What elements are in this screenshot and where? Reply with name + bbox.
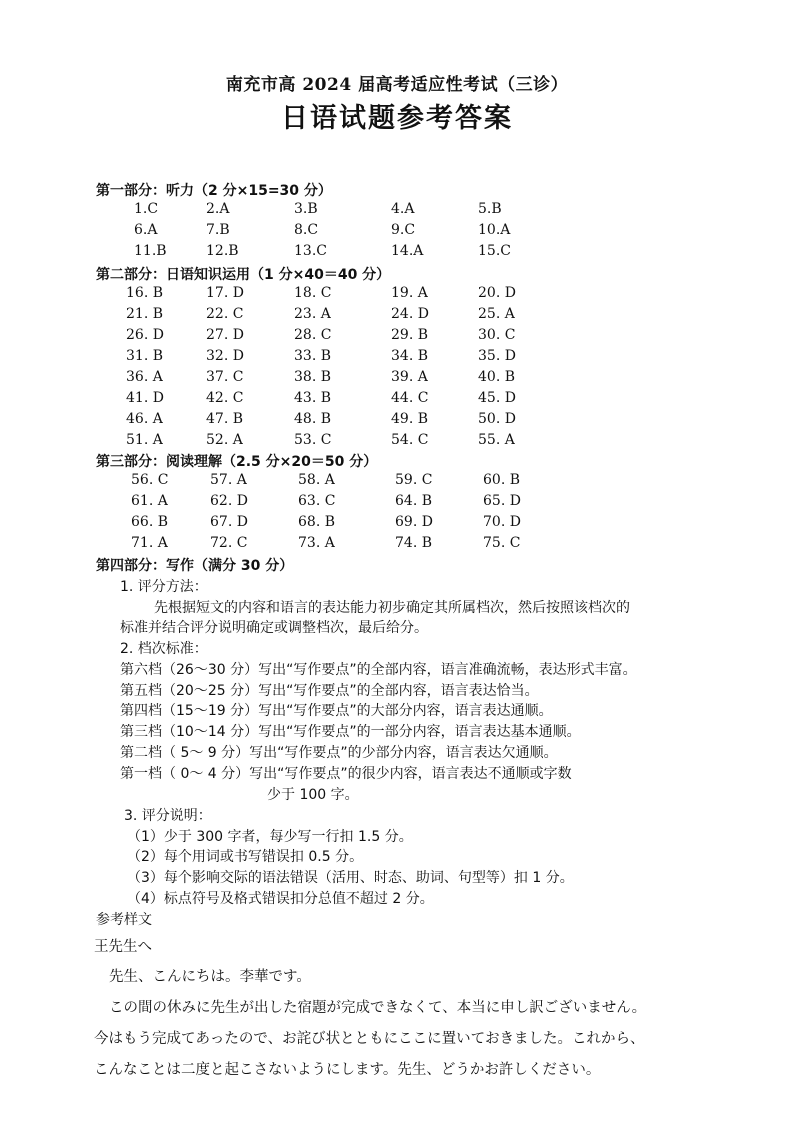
answer-item: 25. A — [478, 306, 515, 322]
answer-item: 46. A — [126, 411, 163, 427]
level-2: 第二档（ 5～ 9 分）写出“写作要点”的少部分内容，语言表达欠通顺。 — [120, 745, 558, 761]
note-3: （3）每个影响交际的语法错误（活用、时态、助词、句型等）扣 1 分。 — [127, 870, 574, 886]
answer-row — [0, 222, 794, 243]
level-5: 第五档（20～25 分）写出“写作要点”的全部内容，语言表达恰当。 — [120, 683, 539, 699]
answer-item: 58. A — [298, 472, 335, 488]
sample-line-4: こんなことは二度と起こさないようにします。先生、どうかお許しください。 — [94, 1062, 601, 1078]
level-3: 第三档（10～14 分）写出“写作要点”的一部分内容，语言表达基本通顺。 — [120, 724, 581, 740]
answer-item: 12.B — [206, 243, 239, 259]
answer-item: 24. D — [391, 306, 429, 322]
answer-item: 45. D — [478, 390, 516, 406]
answer-row — [0, 348, 794, 369]
part1-heading: 第一部分：听力（2 分×15=30 分） — [96, 183, 332, 199]
answer-item: 21. B — [126, 306, 164, 322]
answer-item: 51. A — [126, 432, 163, 448]
answer-item: 9.C — [391, 222, 416, 238]
answer-item: 2.A — [206, 201, 230, 217]
answer-item: 17. D — [206, 285, 244, 301]
answer-item: 74. B — [395, 535, 433, 551]
answer-item: 20. D — [478, 285, 516, 301]
answer-item: 23. A — [294, 306, 331, 322]
answer-item: 19. A — [391, 285, 428, 301]
answer-item: 68. B — [298, 514, 336, 530]
answer-item: 53. C — [294, 432, 332, 448]
answer-item: 26. D — [126, 327, 164, 343]
answer-item: 31. B — [126, 348, 164, 364]
answer-item: 56. C — [131, 472, 169, 488]
answer-item: 48. B — [294, 411, 332, 427]
answer-row — [0, 306, 794, 327]
answer-item: 65. D — [483, 493, 521, 509]
answer-item: 55. A — [478, 432, 515, 448]
answer-item: 61. A — [131, 493, 168, 509]
answer-item: 29. B — [391, 327, 429, 343]
answer-item: 43. B — [294, 390, 332, 406]
sample-line-1: 先生、こんにちは。李華です。 — [109, 969, 311, 985]
answer-item: 35. D — [478, 348, 516, 364]
method-title: 1. 评分方法： — [120, 579, 208, 595]
answer-item: 42. C — [206, 390, 244, 406]
answer-item: 34. B — [391, 348, 429, 364]
answer-row — [0, 327, 794, 348]
answer-row — [0, 514, 794, 535]
notes-title: 3. 评分说明： — [124, 808, 212, 824]
answer-row — [0, 243, 794, 264]
answer-item: 70. D — [483, 514, 521, 530]
answer-item: 59. C — [395, 472, 433, 488]
level-4: 第四档（15～19 分）写出“写作要点”的大部分内容，语言表达通顺。 — [120, 703, 553, 719]
answer-item: 10.A — [478, 222, 511, 238]
answer-item: 44. C — [391, 390, 429, 406]
answer-item: 30. C — [478, 327, 516, 343]
answer-item: 40. B — [478, 369, 516, 385]
level-1-continued: 少于 100 字。 — [267, 787, 359, 803]
answer-item: 47. B — [206, 411, 244, 427]
answer-item: 39. A — [391, 369, 428, 385]
answer-item: 15.C — [478, 243, 511, 259]
note-2: （2）每个用词或书写错误扣 0.5 分。 — [127, 849, 364, 865]
answer-item: 18. C — [294, 285, 332, 301]
answer-item: 41. D — [126, 390, 164, 406]
answer-item: 75. C — [483, 535, 521, 551]
answer-item: 4.A — [391, 201, 415, 217]
answer-item: 22. C — [206, 306, 244, 322]
answer-row — [0, 493, 794, 514]
answer-item: 37. C — [206, 369, 244, 385]
answer-item: 33. B — [294, 348, 332, 364]
answer-item: 8.C — [294, 222, 319, 238]
answer-item: 49. B — [391, 411, 429, 427]
answer-item: 1.C — [134, 201, 159, 217]
exam-subtitle: 南充市高 2024 届高考适应性考试（三诊） — [225, 75, 569, 95]
levels-title: 2. 档次标准： — [120, 641, 208, 657]
sample-line-2: この間の休みに先生が出した宿題が完成できなくて、本当に申し訳ございません。 — [109, 1000, 647, 1016]
answer-item: 36. A — [126, 369, 163, 385]
answer-item: 72. C — [210, 535, 248, 551]
answer-item: 67. D — [210, 514, 248, 530]
level-1: 第一档（ 0～ 4 分）写出“写作要点”的很少内容，语言表达不通顺或字数 — [120, 766, 572, 782]
answer-item: 16. B — [126, 285, 164, 301]
answer-row — [0, 201, 794, 222]
answer-item: 71. A — [131, 535, 168, 551]
method-text-line2: 标准并结合评分说明确定或调整档次，最后给分。 — [120, 620, 428, 636]
answer-item: 57. A — [210, 472, 247, 488]
answer-item: 13.C — [294, 243, 327, 259]
sample-label: 参考样文 — [96, 912, 152, 928]
answer-item: 64. B — [395, 493, 433, 509]
method-text-line1: 先根据短文的内容和语言的表达能力初步确定其所属档次，然后按照该档次的 — [154, 600, 630, 616]
answer-item: 50. D — [478, 411, 516, 427]
answer-item: 27. D — [206, 327, 244, 343]
answer-item: 66. B — [131, 514, 169, 530]
answer-row — [0, 432, 794, 453]
document-title: 日语试题参考答案 — [281, 103, 513, 134]
answer-row — [0, 285, 794, 306]
answer-item: 73. A — [298, 535, 335, 551]
answer-item: 32. D — [206, 348, 244, 364]
sample-greeting: 王先生へ — [94, 939, 152, 955]
answer-item: 60. B — [483, 472, 521, 488]
answer-row — [0, 369, 794, 390]
answer-row — [0, 411, 794, 432]
level-6: 第六档（26～30 分）写出“写作要点”的全部内容，语言准确流畅，表达形式丰富。 — [120, 662, 637, 678]
answer-item: 3.B — [294, 201, 318, 217]
answer-item: 7.B — [206, 222, 230, 238]
answer-item: 6.A — [134, 222, 158, 238]
answer-item: 62. D — [210, 493, 248, 509]
note-4: （4）标点符号及格式错误扣分总值不超过 2 分。 — [127, 891, 434, 907]
part4-heading: 第四部分：写作（满分 30 分） — [96, 558, 294, 574]
part3-heading: 第三部分：阅读理解（2.5 分×20＝50 分） — [96, 454, 378, 470]
answer-item: 14.A — [391, 243, 424, 259]
answer-item: 52. A — [206, 432, 243, 448]
part2-heading: 第二部分：日语知识运用（1 分×40＝40 分） — [96, 267, 391, 283]
answer-item: 11.B — [134, 243, 167, 259]
sample-line-3: 今はもう完成てあったので、お詫び状とともにここに置いておきました。これから、 — [94, 1031, 645, 1047]
answer-item: 69. D — [395, 514, 433, 530]
answer-row — [0, 390, 794, 411]
answer-row — [0, 472, 794, 493]
note-1: （1）少于 300 字者，每少写一行扣 1.5 分。 — [127, 829, 413, 845]
answer-row — [0, 535, 794, 556]
answer-item: 54. C — [391, 432, 429, 448]
answer-item: 63. C — [298, 493, 336, 509]
answer-item: 38. B — [294, 369, 332, 385]
answer-item: 5.B — [478, 201, 502, 217]
answer-item: 28. C — [294, 327, 332, 343]
